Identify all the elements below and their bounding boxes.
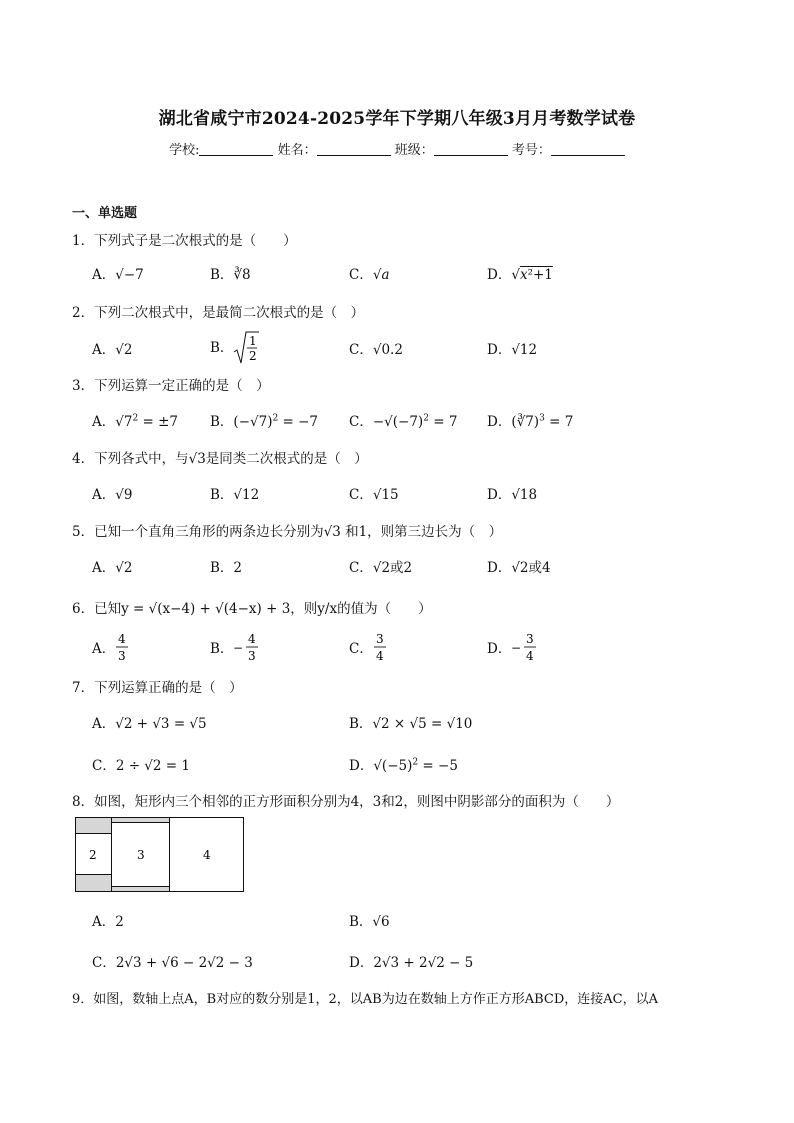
q7-option-b[interactable]: B．√2 × √5 = √10 [349,716,473,732]
figure-label-2: 2 [89,848,97,862]
q6-option-c[interactable]: C． 3 4 [349,632,384,663]
figure-label-3: 3 [137,848,145,862]
q1-option-a[interactable]: A．√−7 [92,267,144,283]
q3-option-b[interactable]: B．$(-√7)^2 = -7$ [210,413,318,430]
q4-option-b[interactable]: B．√12 [210,487,260,503]
svg-text:1: 1 [249,334,258,348]
question-8-figure [75,817,245,893]
svg-text:4: 4 [248,632,257,646]
question-1-stem: 1．下列式子是二次根式的是（ ） [72,233,297,249]
q7-option-d[interactable]: D．$√(-5)^2 = -5$ [349,757,458,774]
q5-option-b[interactable]: B．2 [210,560,243,576]
q1-option-b[interactable]: B．∛8 [210,267,251,283]
q1-option-c[interactable]: C．√a [349,267,390,283]
q4-option-c[interactable]: C．√15 [349,487,399,503]
q6-option-a[interactable]: A． 4 3 [92,632,126,663]
shaded-region-bottom-left [76,875,112,892]
question-7-stem: 7．下列运算正确的是（ ） [72,680,243,696]
section-heading: 一、单选题 [72,206,138,221]
name-blank[interactable] [317,143,391,156]
q8-option-b[interactable]: B．√6 [349,914,390,930]
question-8-stem: 8．如图，矩形内三个相邻的正方形面积分别为4，3和2，则图中阴影部分的面积为（ ） [72,794,620,810]
class-blank[interactable] [434,143,508,156]
name-label: 姓名： [277,143,317,158]
q8-option-c[interactable]: C．2√3 + √6 − 2√2 − 3 [92,955,253,971]
svg-text:2: 2 [249,349,258,363]
svg-text:3: 3 [248,649,257,663]
svg-text:−: − [511,641,522,655]
question-3-stem: 3．下列运算一定正确的是（ ） [72,378,270,394]
q5-option-d[interactable]: D．√2或4 [487,560,551,576]
question-4-stem: 4．下列各式中，与√3是同类二次根式的是（ ） [72,451,368,467]
q3-option-d[interactable]: D．(∛7)$^3$ = 7 [487,413,574,430]
q3-option-a[interactable]: A．$√7^2 = \pm 7$ [92,413,178,430]
figure-label-4: 4 [203,848,211,862]
question-9-stem: 9．如图，数轴上点A，B对应的数分别是1，2，以AB为边在数轴上方作正方形ABCD，连接AC，以A [72,992,658,1007]
question-6-stem: 6．已知y = √(x−4) + √(4−x) + 3，则y/x的值为（ ） [72,601,432,617]
shaded-region-top-middle [112,818,170,823]
exam-title: 湖北省咸宁市2024-2025学年下学期八年级3月月考数学试卷 [158,109,636,129]
svg-text:3: 3 [118,649,126,663]
q5-option-a[interactable]: A．√2 [92,560,133,576]
shaded-region-top-left [76,818,112,834]
svg-text:4: 4 [118,632,126,646]
svg-text:−: − [233,641,244,655]
school-label: 学校: [169,143,200,158]
school-blank[interactable] [199,143,273,156]
exam-number-label: 考号： [511,143,551,158]
q7-option-c[interactable]: C．2 ÷ √2 = 1 [92,758,190,774]
question-2-stem: 2．下列二次根式中，是最简二次根式的是（ ） [72,305,365,321]
svg-text:3: 3 [526,632,534,646]
q5-option-c[interactable]: C．√2或2 [349,560,413,576]
svg-text:4: 4 [375,649,384,663]
q2-option-d[interactable]: D．√12 [487,342,538,358]
exam-number-blank[interactable] [551,143,625,156]
question-5-stem: 5．已知一个直角三角形的两条边长分别为√3 和1，则第三边长为（ ） [72,524,503,540]
class-label: 班级： [394,143,434,158]
q8-option-a[interactable]: A．2 [92,914,124,930]
q3-option-c[interactable]: C．$-√(-7)^2 = 7$ [349,413,458,430]
q4-option-d[interactable]: D．√18 [487,487,538,503]
svg-text:3: 3 [375,632,384,646]
q2-option-a[interactable]: A．√2 [92,342,133,358]
q2-option-c[interactable]: C．√0.2 [349,342,403,358]
student-info-line [0,139,794,158]
shaded-region-bottom-middle [112,887,170,892]
q1-option-d[interactable]: D．√x²+1 [487,267,553,283]
q2-option-b[interactable]: B． 1 2 [210,330,259,366]
q6-option-d[interactable]: D． − 3 4 [487,632,534,663]
q8-option-d[interactable]: D．2√3 + 2√2 − 5 [349,955,474,971]
svg-text:4: 4 [526,649,534,663]
q7-option-a[interactable]: A．√2 + √3 = √5 [92,716,207,732]
q6-option-b[interactable]: B． − 4 3 [210,632,257,663]
q4-option-a[interactable]: A．√9 [92,487,133,503]
